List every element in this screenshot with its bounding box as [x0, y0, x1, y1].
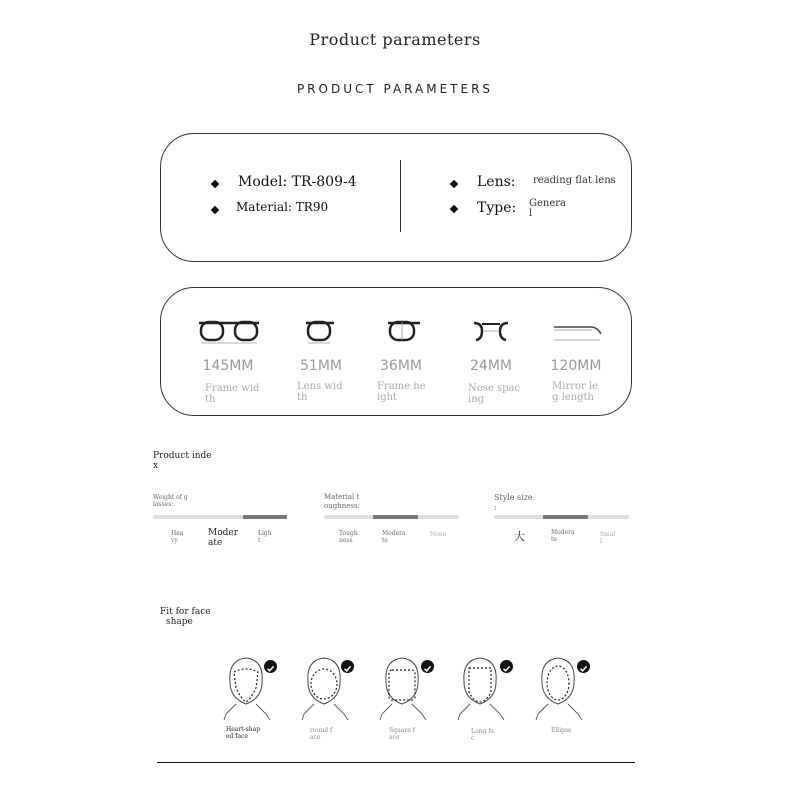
spec-lens-value: reading flat lens — [533, 175, 616, 186]
weight-scale-fill — [243, 515, 287, 519]
check-icon — [264, 660, 277, 673]
dim-value-lens-width: 51MM — [300, 358, 342, 374]
toughness-scale-bar — [324, 515, 459, 519]
style-size-option-moderate: Modera te — [551, 529, 575, 543]
toughness-option-toughness: Tough ness — [339, 530, 358, 544]
dim-label-lens-width: Lens wid th — [297, 381, 343, 403]
check-icon — [421, 660, 434, 673]
dim-label-frame-height: Frame he ight — [377, 381, 426, 403]
specs-divider — [400, 160, 401, 232]
face-label-ellipse: Ellipse — [551, 727, 572, 734]
check-icon — [341, 660, 354, 673]
page-title: Product parameters — [309, 30, 481, 49]
style-size-scale-label: Style size : — [494, 493, 533, 512]
single-lens-icon — [305, 318, 335, 344]
weight-option-light: Ligh t — [258, 530, 272, 544]
toughness-scale-fill — [373, 515, 419, 519]
spec-type-label: Type: — [477, 200, 517, 216]
spec-type-value-line1: Genera — [529, 198, 567, 209]
nose-bridge-icon — [472, 318, 510, 344]
spec-model: Model: TR-809-4 — [238, 174, 357, 190]
face-label-square: Square f ace — [389, 727, 415, 741]
face-label-heart: Heart-shap ed face — [226, 726, 261, 740]
full-frame-icon — [197, 318, 261, 344]
dim-value-frame-width: 145MM — [202, 358, 254, 374]
style-size-option-small: Smal l — [600, 531, 616, 545]
weight-option-heavy: Hea vy — [171, 530, 184, 544]
bottom-rule — [157, 762, 635, 763]
style-size-scale-fill — [543, 515, 589, 519]
weight-scale-bar — [153, 515, 287, 519]
dim-label-temple-length: Mirror le g length — [552, 381, 599, 403]
check-icon — [500, 660, 513, 673]
weight-option-moderate: Moder ate — [208, 528, 239, 548]
face-label-long: Long fa c — [471, 728, 495, 742]
toughness-scale-label: Material t oughness: — [324, 493, 360, 510]
style-size-option-large: 大 — [514, 530, 525, 543]
spec-type-value-line2: l — [529, 208, 533, 219]
product-index-title: Product inde x — [153, 451, 212, 471]
dim-value-frame-height: 36MM — [380, 358, 422, 374]
face-shape-title: Fit for face shape — [160, 607, 211, 627]
lens-height-icon — [387, 318, 421, 344]
check-icon — [577, 660, 590, 673]
dim-value-nose-spacing: 24MM — [470, 358, 512, 374]
spec-lens-label: Lens: — [477, 174, 516, 190]
dim-value-temple-length: 120MM — [550, 358, 602, 374]
toughness-option-none: None — [430, 531, 447, 538]
temple-arm-icon — [552, 318, 604, 344]
weight-scale-label: Weight of g lasses: — [153, 494, 188, 508]
toughness-option-moderate: Modera te — [382, 530, 406, 544]
spec-material: Material: TR90 — [236, 200, 329, 214]
dim-label-frame-width: Frame wid th — [205, 383, 260, 405]
dim-label-nose-spacing: Nose spac ing — [468, 383, 521, 405]
page-subtitle: PRODUCT PARAMETERS — [296, 82, 494, 96]
style-size-scale-bar — [494, 515, 629, 519]
face-label-round: round f ace — [310, 727, 333, 741]
